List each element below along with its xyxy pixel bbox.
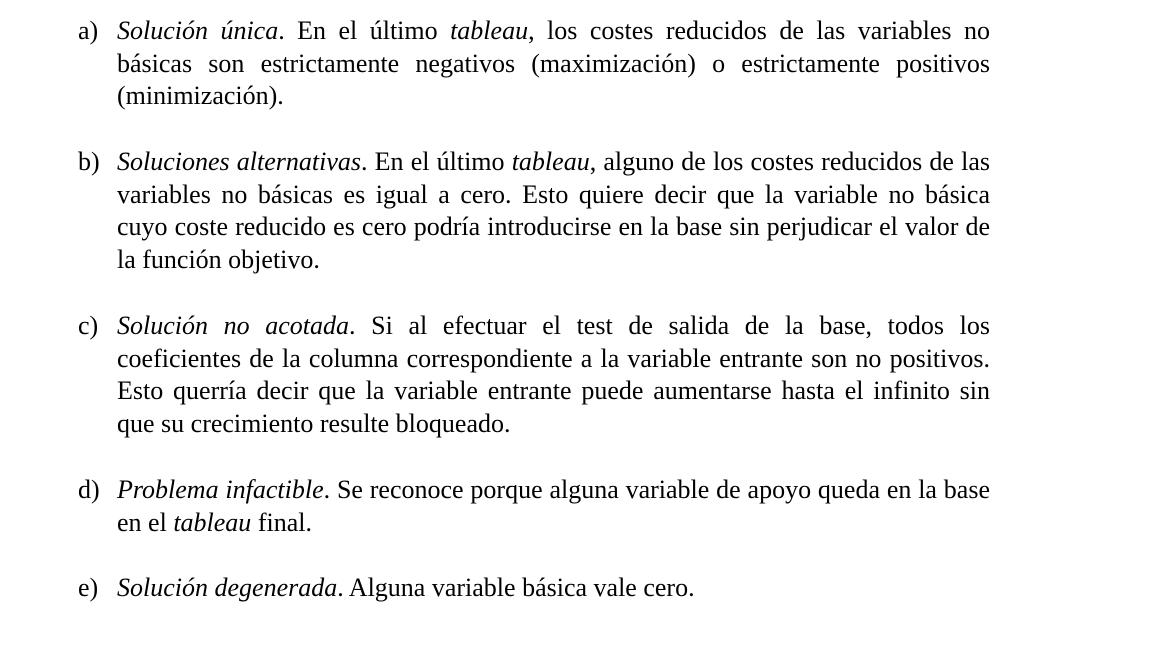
item-text-part: . En el último — [278, 16, 451, 45]
item-heading: Problema infactible — [117, 475, 324, 504]
list-item-text — [117, 474, 990, 539]
list-marker: c) — [78, 311, 99, 340]
item-emphasis: tableau — [173, 507, 252, 537]
list-marker: e) — [78, 573, 99, 602]
list-item-text — [117, 572, 990, 605]
list-item-a — [78, 15, 990, 113]
item-emphasis: tableau — [511, 147, 590, 176]
list-marker: b) — [78, 147, 100, 176]
item-text-part: . Alguna variable básica vale cero. — [337, 573, 695, 602]
item-heading: Solución no acotada — [117, 311, 350, 340]
item-text-part: . Si al efectuar el test de salida de la base, todos los coeficientes de la columna correspondiente a la variable entrante son no positivos. Esto querría decir que la variable entrante puede aumentarse hasta el infinito sin que su crecimiento resulte bloqueado. — [117, 311, 990, 439]
item-text-part: final. — [251, 507, 312, 537]
list-item-text — [117, 146, 990, 277]
list-marker: a) — [78, 16, 99, 45]
list-item-e — [78, 572, 990, 605]
list-marker: d) — [78, 475, 100, 504]
item-heading: Solución degenerada — [117, 573, 338, 602]
list-item-b — [78, 146, 990, 277]
list-item-text — [117, 15, 990, 113]
list-item-d — [78, 474, 990, 539]
item-heading: Solución única — [117, 16, 279, 45]
item-heading: Soluciones alternativas — [117, 147, 362, 176]
list-item-c — [78, 310, 990, 441]
item-text-part: , alguno de los costes reducidos de las variables no básicas es igual a cero. Esto quiere decir que la variable no básica cuyo coste reducido es cero podría introducirse en la base sin perjudicar el valor de la función objetivo. — [117, 147, 991, 275]
item-text-part: . En el último — [361, 147, 512, 176]
list-item-text — [117, 310, 990, 441]
item-text-part: , los costes reducidos de las variables no básicas son estrictamente negativos (maximización) o estrictamente positivos (minimización). — [117, 16, 990, 111]
item-text-part: . Se reconoce porque alguna variable de apoyo queda en la base en el — [117, 475, 990, 537]
item-emphasis: tableau — [450, 16, 529, 45]
